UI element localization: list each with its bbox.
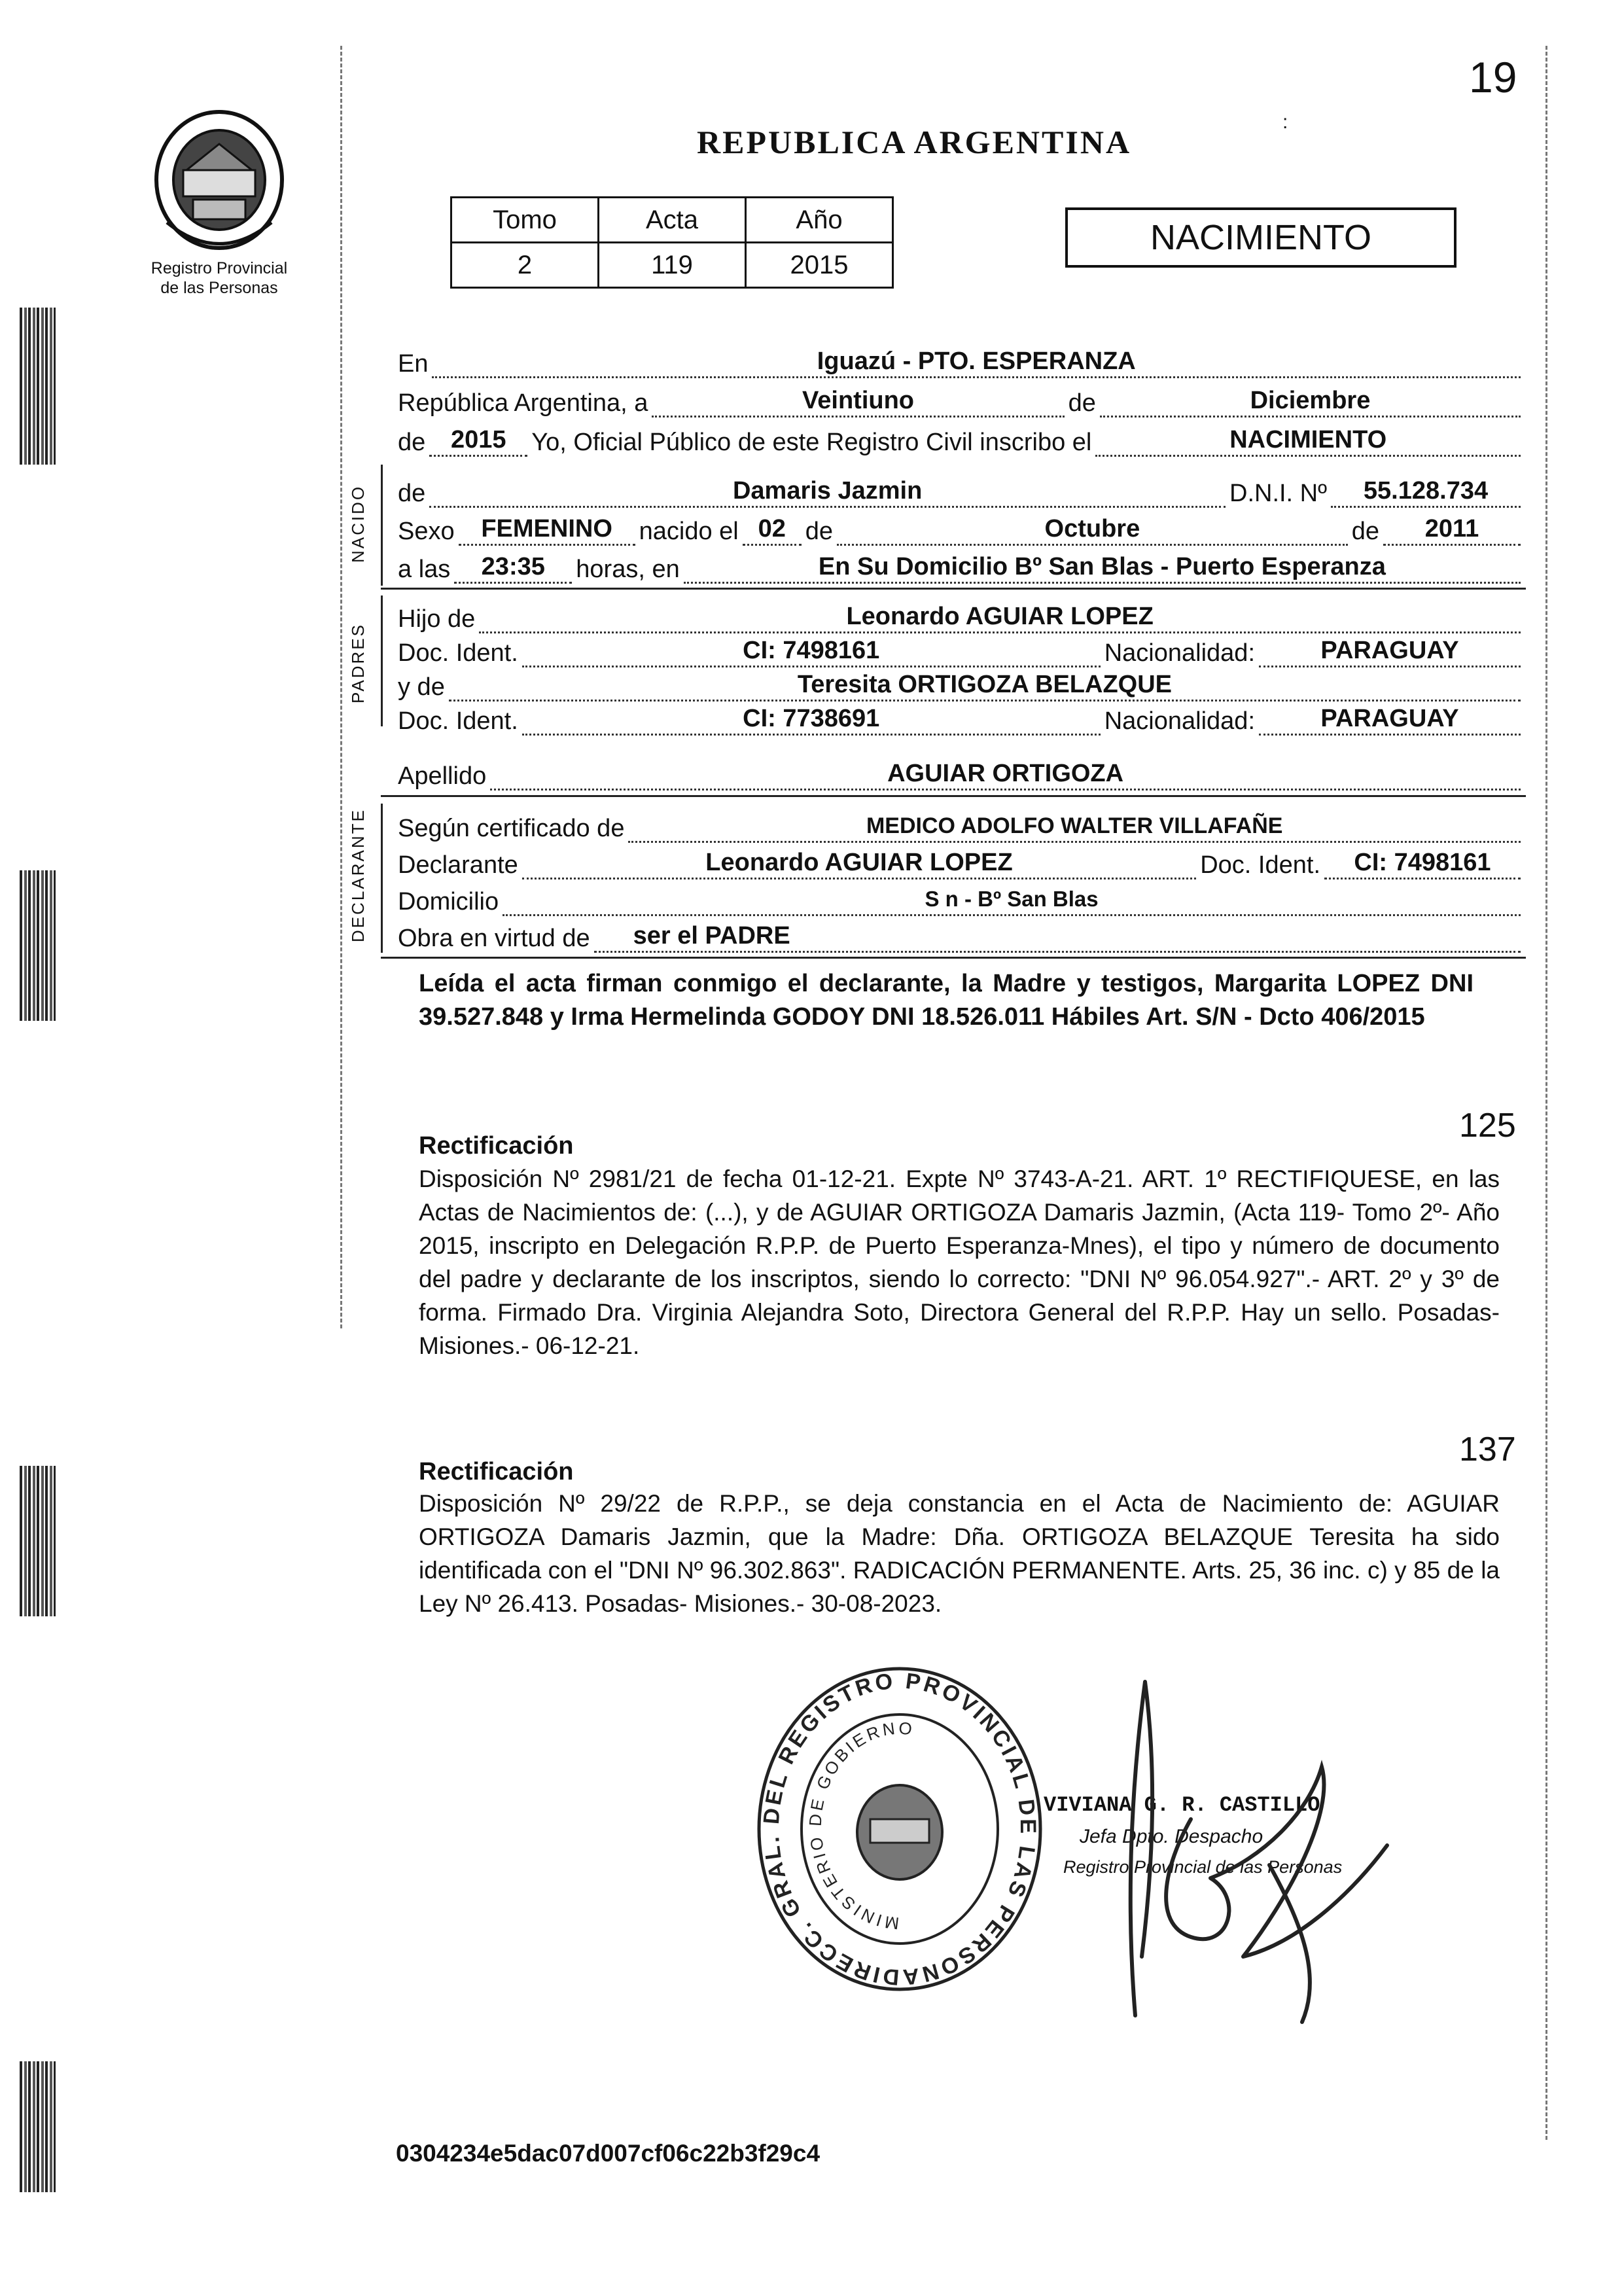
domicilio-value: S n - Bº San Blas xyxy=(503,884,1521,916)
de-label: de xyxy=(805,518,834,545)
dia-value: Veintiuno xyxy=(652,385,1064,417)
nac-mes: Octubre xyxy=(837,514,1348,546)
en-label: En xyxy=(398,350,429,378)
row-hora xyxy=(398,546,1525,584)
nombre-value: Damaris Jazmin xyxy=(429,476,1226,508)
apellido-label: Apellido xyxy=(398,762,487,790)
nac-anio: 2011 xyxy=(1383,514,1521,546)
document-type-box: NACIMIENTO xyxy=(1065,207,1456,268)
sexo-value: FEMENINO xyxy=(459,514,635,546)
stamp-ring-text: DIRECC. GRAL. DEL REGISTRO PROVINCIAL DE LAS PERSONA xyxy=(758,1668,1041,1990)
scan-dot: : xyxy=(1282,111,1288,133)
stamp-inner-text: MINISTERIO DE GOBIERNO xyxy=(805,1718,916,1934)
row-domicilio xyxy=(398,878,1525,916)
doc-label: Doc. Ident. xyxy=(1200,851,1320,879)
row-obra xyxy=(398,915,1525,953)
scan-artifact xyxy=(20,870,56,1021)
de-label: de xyxy=(398,429,426,456)
row-declarante xyxy=(398,842,1525,879)
row-certificado xyxy=(398,805,1525,843)
madre-value: Teresita ORTIGOZA BELAZQUE xyxy=(449,669,1521,702)
dni-value: 55.128.734 xyxy=(1331,476,1521,508)
padre-doc: CI: 7498161 xyxy=(522,635,1101,667)
firma-org: Registro Provincial de las Personas xyxy=(1063,1857,1343,1877)
padre-value: Leonardo AGUIAR LOPEZ xyxy=(479,601,1521,633)
logo-caption-line2: de las Personas xyxy=(160,279,278,297)
rectificacion-number: 125 xyxy=(1459,1107,1516,1145)
section-bar-nacido xyxy=(381,465,383,586)
mes-value: Diciembre xyxy=(1100,385,1521,417)
hora-value: 23:35 xyxy=(454,552,572,584)
province-seal-logo xyxy=(147,108,291,258)
inscribo-value: NACIMIENTO xyxy=(1095,425,1521,457)
divider xyxy=(381,795,1526,797)
section-bar-declarante xyxy=(381,804,383,953)
sexo-label: Sexo xyxy=(398,518,455,545)
divider xyxy=(381,957,1526,959)
apellido-value: AGUIAR ORTIGOZA xyxy=(490,758,1521,790)
handwritten-signature xyxy=(995,1649,1400,2042)
de-label: de xyxy=(398,480,426,507)
rectificacion-title: Rectificación xyxy=(419,1458,574,1485)
row-nombre xyxy=(398,470,1525,508)
row-apellido xyxy=(398,753,1525,790)
acta-value: 119 xyxy=(599,243,746,288)
row-padre xyxy=(398,595,1525,633)
tomo-value: 2 xyxy=(451,243,599,288)
nacionalidad-label: Nacionalidad: xyxy=(1104,707,1255,735)
dni-label: D.N.I. Nº xyxy=(1229,480,1327,507)
padre-nac: PARAGUAY xyxy=(1259,635,1521,667)
lugar-value: En Su Domicilio Bº San Blas - Puerto Esperanza xyxy=(684,552,1521,584)
logo-caption xyxy=(118,258,321,298)
row-madre-doc xyxy=(398,698,1525,736)
right-margin-line xyxy=(1545,46,1547,2140)
madre-doc: CI: 7738691 xyxy=(522,703,1101,736)
row-en xyxy=(398,340,1525,378)
doc-label: Doc. Ident. xyxy=(398,707,518,735)
horas-label: horas, en xyxy=(576,556,680,583)
document-title: REPUBLICA ARGENTINA xyxy=(697,124,1132,160)
declarante-doc: CI: 7498161 xyxy=(1324,847,1521,879)
row-inscribo xyxy=(398,419,1525,457)
madre-nac: PARAGUAY xyxy=(1259,703,1521,736)
anio-value: 2015 xyxy=(746,243,893,288)
declarante-label: Declarante xyxy=(398,851,518,879)
page-number: 19 xyxy=(1469,53,1517,101)
nacionalidad-label: Nacionalidad: xyxy=(1104,639,1255,667)
de-label: de xyxy=(1068,389,1096,417)
document-hash: 0304234e5dac07d007cf06c22b3f29c4 xyxy=(396,2140,821,2167)
scan-artifact xyxy=(20,2061,56,2192)
row-padre-doc xyxy=(398,630,1525,667)
alas-label: a las xyxy=(398,556,451,583)
acta-label: Acta xyxy=(599,198,746,243)
obra-label: Obra en virtud de xyxy=(398,925,590,952)
section-bar-padres xyxy=(381,595,383,726)
certificado-value: MEDICO ADOLFO WALTER VILLAFAÑE xyxy=(628,811,1521,843)
scan-artifact xyxy=(20,1466,56,1616)
yde-label: y de xyxy=(398,673,445,701)
divider xyxy=(381,588,1526,590)
anio-value: 2015 xyxy=(429,425,527,457)
tomo-acta-table xyxy=(450,196,894,289)
leida-text: Leída el acta firman conmigo el declarante, la Madre y testigos, Margarita LOPEZ DNI 39.527.848 y Irma Hermelinda GODOY DNI 18.526.011 Hábiles Art. S/N - Dcto 406/2015 xyxy=(419,970,1474,1031)
section-label-padres: PADRES xyxy=(348,623,368,703)
section-label-nacido: NACIDO xyxy=(348,484,368,563)
logo-caption-line1: Registro Provincial xyxy=(150,259,288,277)
doc-label: Doc. Ident. xyxy=(398,639,518,667)
row-sexo xyxy=(398,508,1525,546)
republica-label: República Argentina, a xyxy=(398,389,648,417)
en-value: Iguazú - PTO. ESPERANZA xyxy=(432,346,1521,378)
row-fecha xyxy=(398,380,1525,417)
nac-dia: 02 xyxy=(743,514,802,546)
nacido-label: nacido el xyxy=(639,518,739,545)
section-label-declarante: DECLARANTE xyxy=(348,808,368,942)
rectificacion-title: Rectificación xyxy=(419,1132,574,1160)
rectificacion-text: Disposición Nº 29/22 de R.P.P., se deja constancia en el Acta de Nacimiento de: AGUIAR ORTIGOZA Damaris Jazmin, que la Madre: Dña. ORTIGOZA BELAZQUE Teresita ha sido identificada con el "DNI Nº 96.302.863". RADICACIÓN PERMANENTE. Arts. 25, 36 inc. c) y 85 de la Ley Nº 26.413. Posadas- Misiones.- 30-08-2023. xyxy=(419,1490,1500,1617)
rectificacion-text: Disposición Nº 2981/21 de fecha 01-12-21. Expte Nº 3743-A-21. ART. 1º RECTIFIQUESE, en las Actas de Nacimientos de: (...), y de AGUIAR ORTIGOZA Damaris Jazmin, (Acta 119- Tomo 2º- Año 2015, inscripto en Delegación R.P.P. de Puerto Esperanza-Mnes), el tipo y número de documento del padre y declarante de los inscriptos, siendo lo correcto: "DNI Nº 96.054.927".- ART. 2º y 3º de forma. Firmado Dra. Virginia Alejandra Soto, Directora General del R.P.P. Hay un sello. Posadas- Misiones.- 06-12-21. xyxy=(419,1165,1500,1359)
yo-label: Yo, Oficial Público de este Registro Civil inscribo el xyxy=(531,429,1092,456)
declarante-value: Leonardo AGUIAR LOPEZ xyxy=(522,847,1196,879)
domicilio-label: Domicilio xyxy=(398,888,499,915)
row-madre xyxy=(398,664,1525,702)
certificado-label: Según certificado de xyxy=(398,815,625,842)
rectificacion-number: 137 xyxy=(1459,1430,1516,1468)
anio-label: Año xyxy=(746,198,893,243)
de-label: de xyxy=(1351,518,1379,545)
tomo-label: Tomo xyxy=(451,198,599,243)
firma-name: VIVIANA G. R. CASTILLO xyxy=(1044,1793,1320,1817)
hijo-label: Hijo de xyxy=(398,605,476,633)
firma-cargo: Jefa Dpto. Despacho xyxy=(1080,1826,1263,1847)
obra-value: ser el PADRE xyxy=(594,921,1521,953)
left-margin-line xyxy=(340,46,342,1328)
scan-artifact xyxy=(20,308,56,465)
